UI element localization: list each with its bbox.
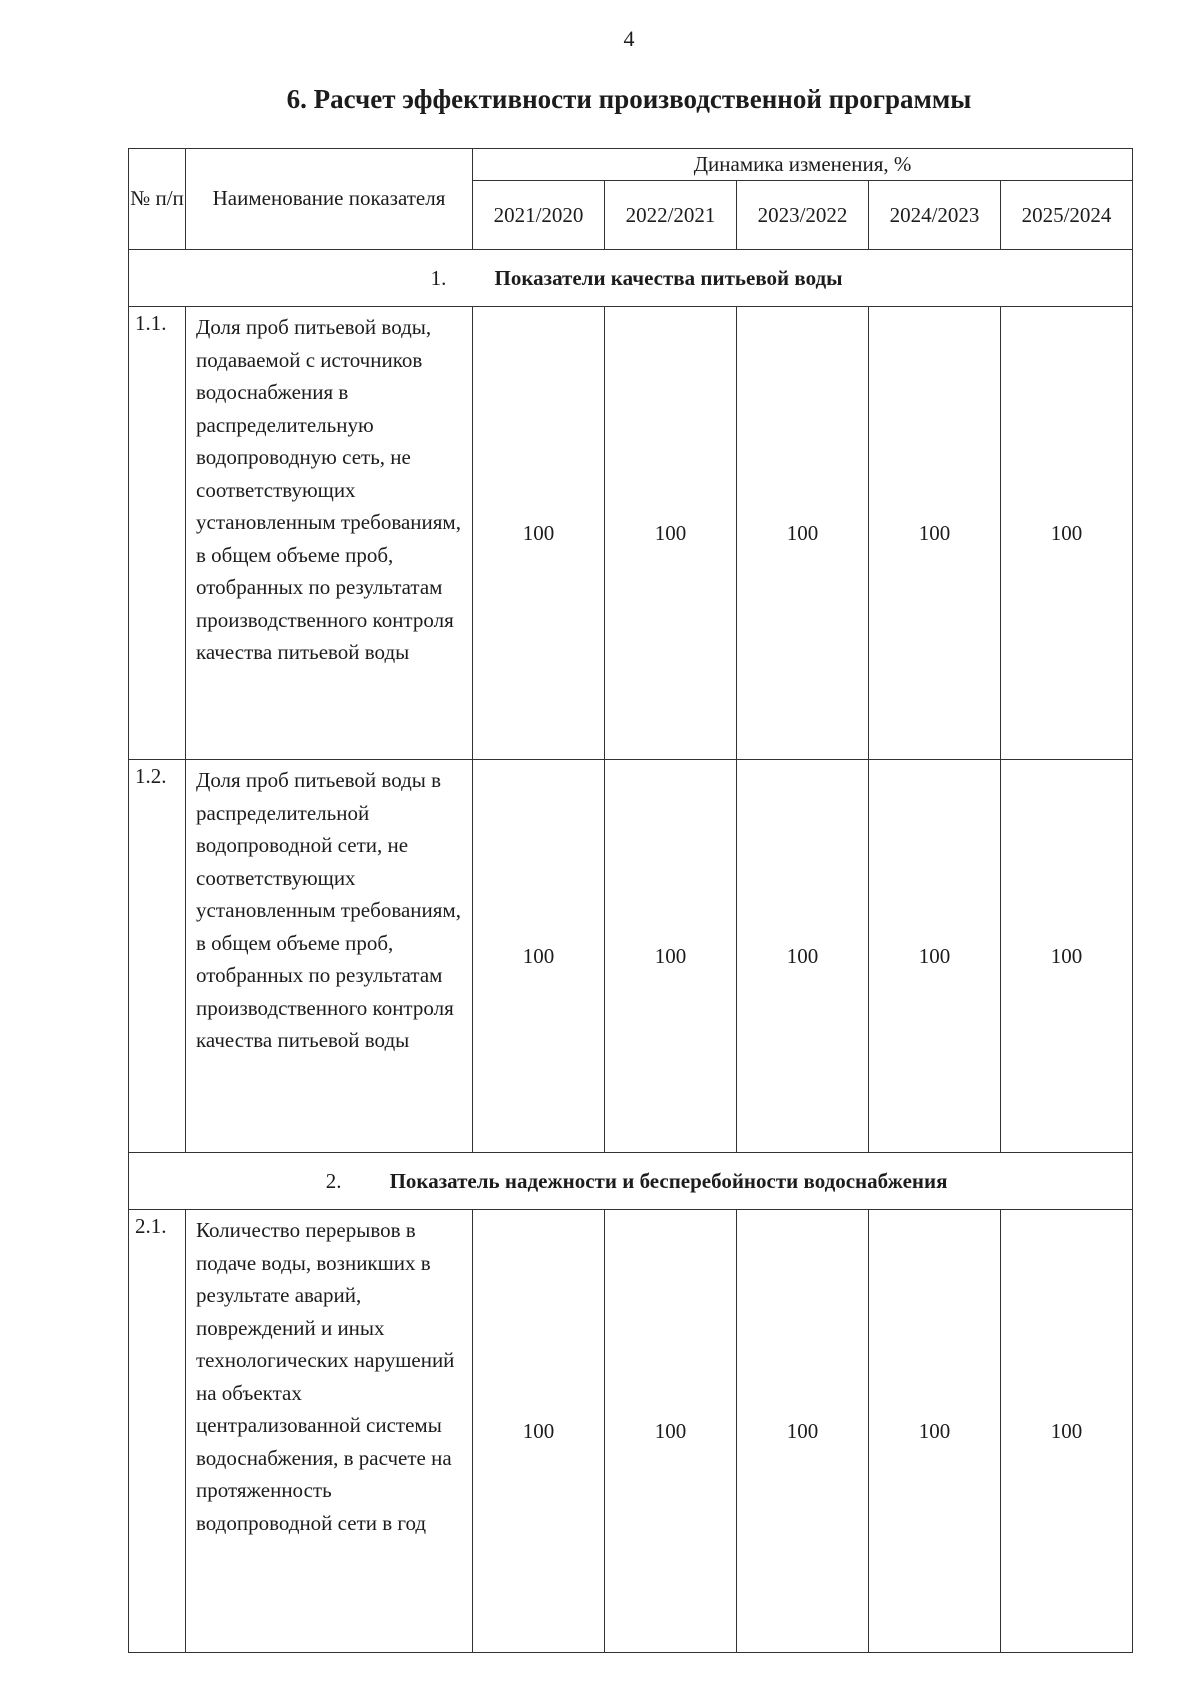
- header-year: 2023/2022: [737, 181, 869, 250]
- value-cell: 100: [869, 760, 1001, 1153]
- table-row: [129, 760, 1133, 1153]
- value-cell: 100: [737, 760, 869, 1153]
- section-number: 2.: [325, 1168, 342, 1193]
- table-row: [129, 307, 1133, 760]
- value-cell: 100: [1001, 307, 1133, 760]
- document-title: 6. Расчет эффективности производственной программы: [286, 84, 972, 114]
- row-number: 2.1.: [129, 1210, 186, 1653]
- header-year: 2021/2020: [473, 181, 605, 250]
- section-title: Показатели качества питьевой воды: [494, 265, 843, 290]
- row-number: 1.1.: [129, 307, 186, 760]
- indicator-name: Доля проб питьевой воды, подаваемой с источников водоснабжения в распределительную водопроводную сеть, не соответствующих установленным требованиям, в общем объеме проб, отобранных по результатам производственного контроля качества питьевой воды: [186, 307, 473, 760]
- section-header: [129, 250, 1133, 307]
- value-cell: 100: [473, 307, 605, 760]
- value-cell: 100: [737, 1210, 869, 1653]
- value-cell: 100: [605, 1210, 737, 1653]
- header-row-top: [129, 149, 1133, 181]
- header-year: 2022/2021: [605, 181, 737, 250]
- row-number: 1.2.: [129, 760, 186, 1153]
- value-cell: 100: [1001, 1210, 1133, 1653]
- value-cell: 100: [605, 307, 737, 760]
- table-row: [129, 1210, 1133, 1653]
- efficiency-table: [128, 148, 1133, 1653]
- indicator-name: Количество перерывов в подаче воды, возникших в результате аварий, повреждений и иных технологических нарушений на объектах централизованной системы водоснабжения, в расчете на протяженность водопроводной сети в год: [186, 1210, 473, 1653]
- value-cell: 100: [473, 760, 605, 1153]
- page-number: 4: [623, 26, 635, 51]
- section-row: [129, 1153, 1133, 1210]
- section-number: 1.: [430, 265, 447, 290]
- header-num: № п/п: [129, 149, 186, 250]
- value-cell: 100: [473, 1210, 605, 1653]
- header-name: Наименование показателя: [186, 149, 473, 250]
- value-cell: 100: [1001, 760, 1133, 1153]
- header-year: 2025/2024: [1001, 181, 1133, 250]
- section-row: [129, 250, 1133, 307]
- value-cell: 100: [737, 307, 869, 760]
- value-cell: 100: [869, 307, 1001, 760]
- indicator-name: Доля проб питьевой воды в распределительной водопроводной сети, не соответствующих установленным требованиям, в общем объеме проб, отобранных по результатам производственного контроля качества питьевой воды: [186, 760, 473, 1153]
- value-cell: 100: [869, 1210, 1001, 1653]
- value-cell: 100: [605, 760, 737, 1153]
- section-title: Показатель надежности и бесперебойности водоснабжения: [389, 1168, 948, 1193]
- header-dynamics: Динамика изменения, %: [473, 149, 1133, 181]
- header-year: 2024/2023: [869, 181, 1001, 250]
- section-header: [129, 1153, 1133, 1210]
